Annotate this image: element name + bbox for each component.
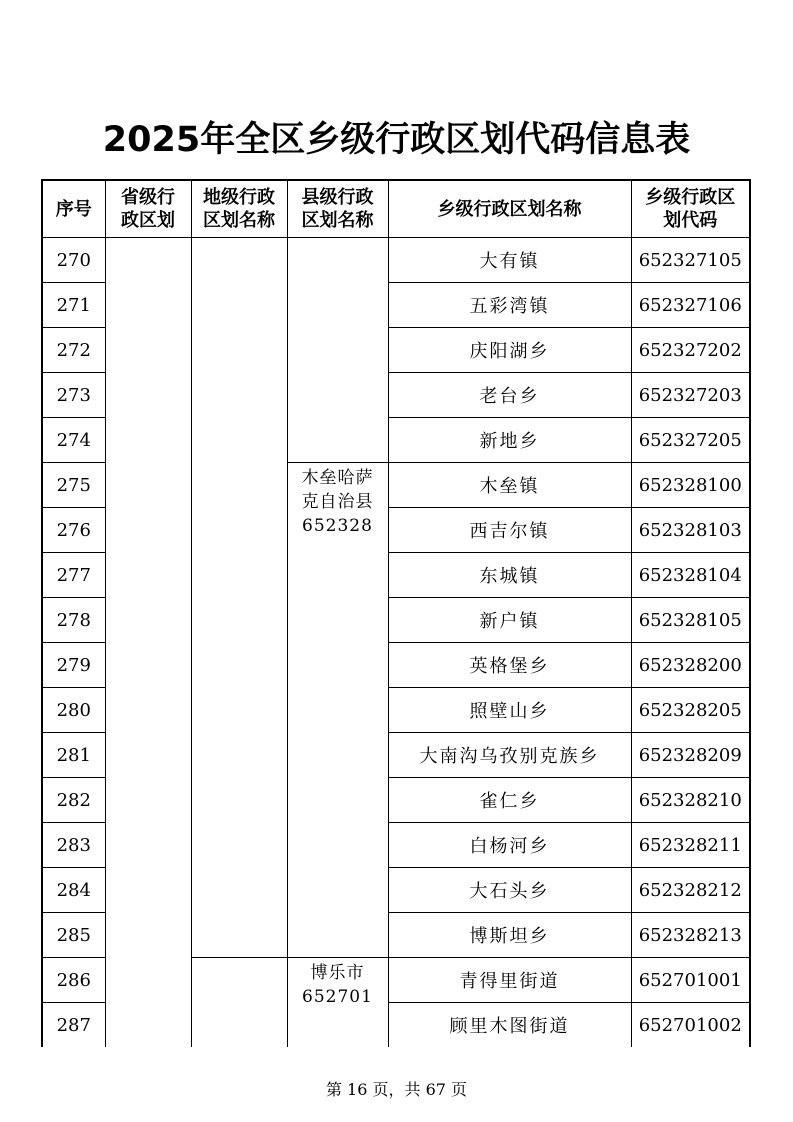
county-cell <box>287 958 388 1048</box>
township-code-cell: 652328205 <box>631 688 750 733</box>
township-name-cell: 东城镇 <box>388 553 631 598</box>
seq-cell: 270 <box>42 238 105 283</box>
header-province: 省级行 政区划 <box>105 180 191 238</box>
township-name-cell: 白杨河乡 <box>388 823 631 868</box>
seq-cell: 277 <box>42 553 105 598</box>
table-body <box>42 238 750 1048</box>
seq-cell: 272 <box>42 328 105 373</box>
township-name-cell: 庆阳湖乡 <box>388 328 631 373</box>
seq-cell: 273 <box>42 373 105 418</box>
township-name-cell: 新地乡 <box>388 418 631 463</box>
seq-cell: 281 <box>42 733 105 778</box>
seq-cell: 282 <box>42 778 105 823</box>
township-code-cell: 652328200 <box>631 643 750 688</box>
township-name-cell: 新户镇 <box>388 598 631 643</box>
township-code-cell: 652327205 <box>631 418 750 463</box>
prefecture-cell <box>191 958 287 1048</box>
county-cell <box>287 463 388 958</box>
township-code-cell: 652327106 <box>631 283 750 328</box>
seq-cell: 279 <box>42 643 105 688</box>
seq-cell: 284 <box>42 868 105 913</box>
township-name-cell: 雀仁乡 <box>388 778 631 823</box>
township-code-cell: 652328210 <box>631 778 750 823</box>
prefecture-cell <box>191 238 287 958</box>
page-footer: 第 16 页，共 67 页 <box>325 1080 468 1099</box>
township-name-cell: 博斯坦乡 <box>388 913 631 958</box>
county-code: 652701 <box>302 987 373 1007</box>
township-code-cell: 652327105 <box>631 238 750 283</box>
township-name-cell: 青得里街道 <box>388 958 631 1003</box>
township-code-cell: 652328213 <box>631 913 750 958</box>
township-name-cell: 大石头乡 <box>388 868 631 913</box>
seq-cell: 275 <box>42 463 105 508</box>
division-code-table <box>41 179 751 1047</box>
table-header-row <box>42 180 750 238</box>
seq-cell: 271 <box>42 283 105 328</box>
header-township: 乡级行政区划名称 <box>388 180 631 238</box>
province-cell <box>105 238 191 1048</box>
header-prefecture: 地级行政 区划名称 <box>191 180 287 238</box>
township-name-cell: 照壁山乡 <box>388 688 631 733</box>
township-name-cell: 顾里木图街道 <box>388 1003 631 1048</box>
township-name-cell: 大南沟乌孜别克族乡 <box>388 733 631 778</box>
township-name-cell: 大有镇 <box>388 238 631 283</box>
seq-cell: 280 <box>42 688 105 733</box>
header-code: 乡级行政区 划代码 <box>631 180 750 238</box>
county-cell <box>287 238 388 463</box>
township-name-cell: 木垒镇 <box>388 463 631 508</box>
page-title: 2025年全区乡级行政区划代码信息表 <box>102 120 691 160</box>
township-name-cell: 西吉尔镇 <box>388 508 631 553</box>
township-code-cell: 652328211 <box>631 823 750 868</box>
county-name: 木垒哈萨 克自治县 <box>301 468 374 512</box>
township-code-cell: 652328100 <box>631 463 750 508</box>
township-code-cell: 652701001 <box>631 958 750 1003</box>
header-county: 县级行政 区划名称 <box>287 180 388 238</box>
seq-cell: 287 <box>42 1003 105 1048</box>
township-code-cell: 652328104 <box>631 553 750 598</box>
county-name: 博乐市 <box>310 963 365 983</box>
seq-cell: 274 <box>42 418 105 463</box>
township-code-cell: 652328209 <box>631 733 750 778</box>
seq-cell: 276 <box>42 508 105 553</box>
township-code-cell: 652328105 <box>631 598 750 643</box>
township-name-cell: 老台乡 <box>388 373 631 418</box>
township-name-cell: 五彩湾镇 <box>388 283 631 328</box>
county-code: 652328 <box>302 516 373 536</box>
township-code-cell: 652701002 <box>631 1003 750 1048</box>
township-code-cell: 652328212 <box>631 868 750 913</box>
township-code-cell: 652327202 <box>631 328 750 373</box>
seq-cell: 278 <box>42 598 105 643</box>
township-code-cell: 652328103 <box>631 508 750 553</box>
township-code-cell: 652327203 <box>631 373 750 418</box>
township-name-cell: 英格堡乡 <box>388 643 631 688</box>
seq-cell: 285 <box>42 913 105 958</box>
seq-cell: 283 <box>42 823 105 868</box>
header-seq: 序号 <box>42 180 105 238</box>
table-row <box>42 238 750 283</box>
seq-cell: 286 <box>42 958 105 1003</box>
